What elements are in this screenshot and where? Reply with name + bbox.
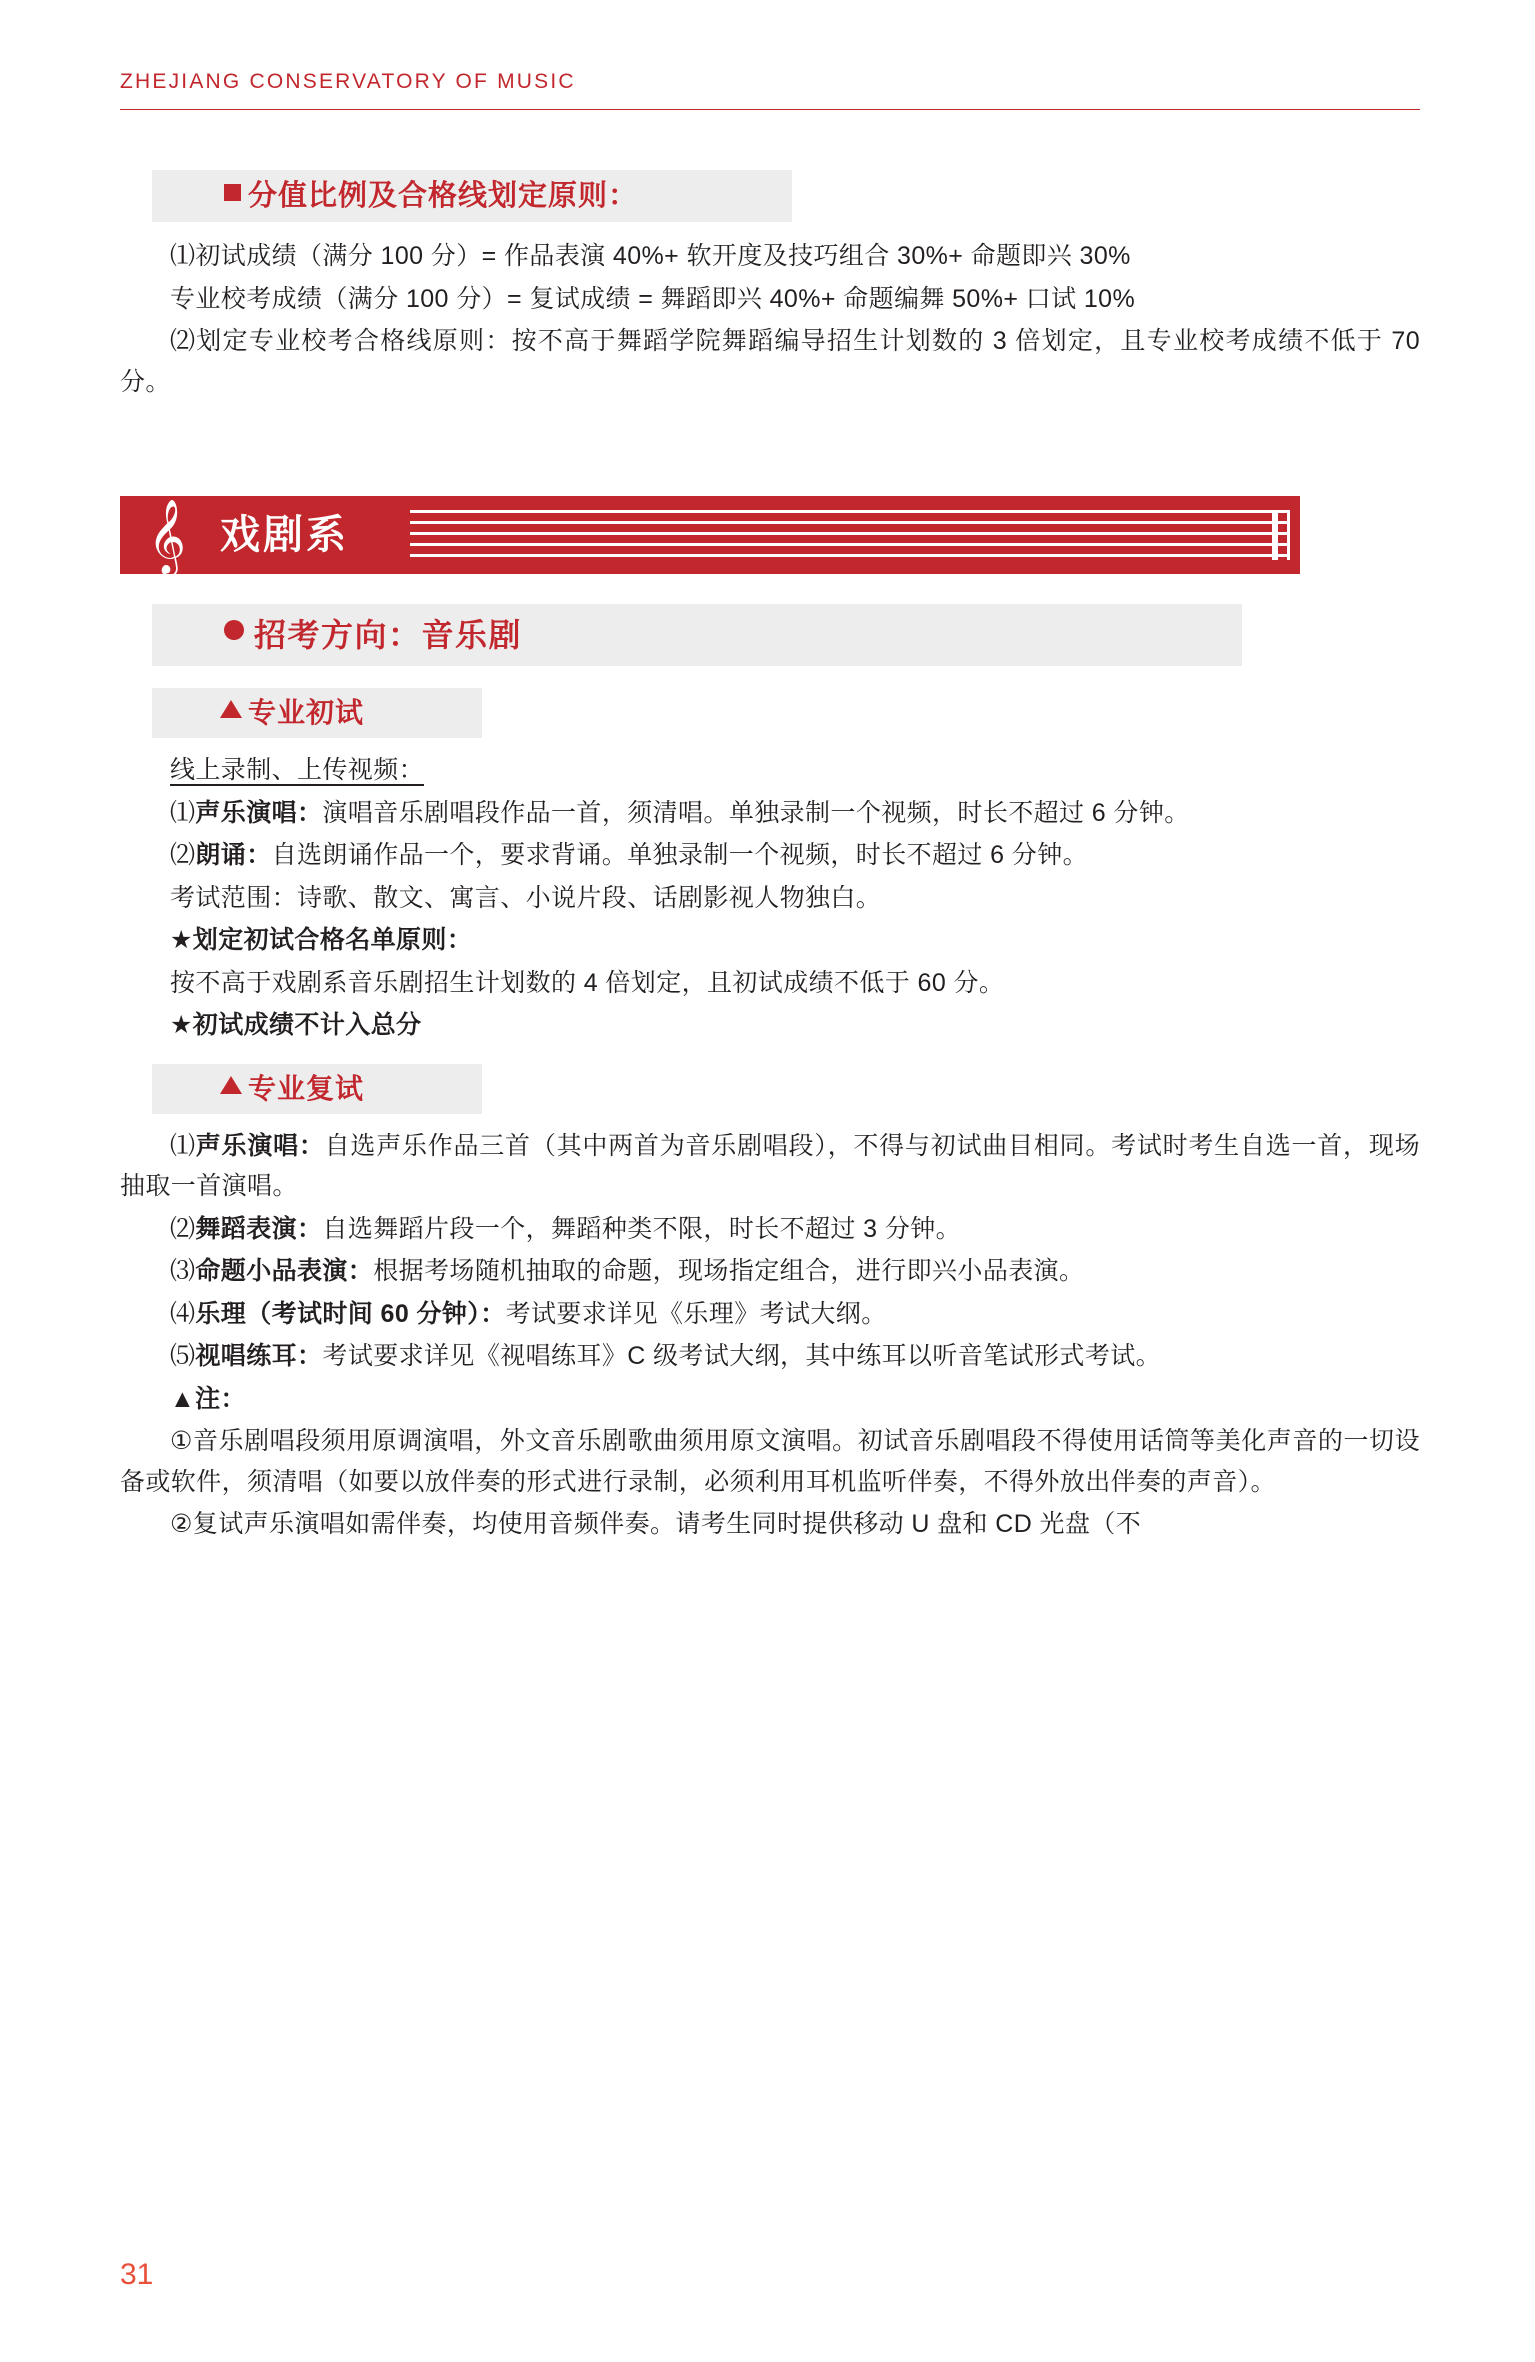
page-header [120, 70, 1420, 110]
retest-item-3 [120, 1251, 1420, 1292]
preliminary-heading [152, 688, 482, 738]
header-divider [120, 109, 1420, 110]
preliminary-item-2-text: 自选朗诵作品一个，要求背诵。单独录制一个视频，时长不超过 6 分钟。 [271, 841, 1089, 869]
triangle-up-icon [220, 700, 242, 718]
retest-item-3-text: 根据考场随机抽取的命题，现场指定组合，进行即兴小品表演。 [373, 1257, 1085, 1285]
staff-lines-decoration [410, 510, 1290, 560]
retest-item-2-num: ⑵ [170, 1214, 196, 1243]
department-banner [120, 496, 1300, 574]
section-spacer [120, 404, 1420, 496]
document-content [120, 170, 1420, 1547]
preliminary-item-1-title: 声乐演唱： [195, 798, 323, 827]
retest-item-5-text: 考试要求详见《视唱练耳》C 级考试大纲，其中练耳以听音笔试形式考试。 [322, 1342, 1162, 1370]
preliminary-heading-text: 专业初试 [248, 697, 365, 728]
retest-item-1-title: 声乐演唱： [195, 1131, 325, 1160]
preliminary-item-1-text: 演唱音乐剧唱段作品一首，须清唱。单独录制一个视频，时长不超过 6 分钟。 [322, 798, 1190, 827]
retest-heading [152, 1064, 482, 1114]
retest-item-2 [120, 1209, 1420, 1250]
retest-item-3-num: ⑶ [170, 1257, 196, 1285]
retest-item-4-num: ⑷ [170, 1299, 196, 1328]
retest-item-1 [120, 1126, 1420, 1207]
preliminary-item-1-num: ⑴ [170, 798, 196, 827]
institution-name: ZHEJIANG CONSERVATORY OF MUSIC [120, 70, 576, 93]
score-section-heading-text: 分值比例及合格线划定原则： [248, 180, 639, 212]
treble-clef-icon: 𝄞 [148, 500, 186, 574]
retest-item-5 [120, 1336, 1420, 1377]
retest-item-1-text: 自选声乐作品三首（其中两首为音乐剧唱段），不得与初试曲目相同。考试时考生自选一首，现场抽取一首演唱。 [120, 1131, 1420, 1200]
department-name: 戏剧系 [220, 496, 367, 574]
retest-note-1: ①音乐剧唱段须用原调演唱，外文音乐剧歌曲须用原文演唱。初试音乐剧唱段不得使用话筒等美化声音的一切设备或软件，须清唱（如要以放伴奏的形式进行录制，必须利用耳机监听伴奏，不得外放出伴奏的声音）。 [120, 1427, 1420, 1496]
direction-heading-text: 招考方向：音乐剧 [254, 617, 523, 653]
preliminary-scope: 考试范围：诗歌、散文、寓言、小说片段、话剧影视人物独白。 [170, 883, 882, 912]
retest-item-2-title: 舞蹈表演： [195, 1214, 323, 1243]
retest-item-5-title: 视唱练耳： [195, 1342, 323, 1370]
bullet-dot-icon [224, 620, 244, 640]
end-bar-thin-decoration [1287, 510, 1290, 560]
preliminary-rule-heading: ★划定初试合格名单原则： [170, 926, 473, 954]
end-bar-thick-decoration [1272, 510, 1278, 560]
page-number: 31 [120, 2258, 154, 2291]
retest-item-1-num: ⑴ [170, 1131, 196, 1160]
retest-heading-text: 专业复试 [248, 1072, 365, 1104]
direction-heading [152, 604, 1242, 666]
preliminary-mode-label-text: 线上录制、上传视频： [170, 756, 425, 784]
square-marker-icon [224, 184, 241, 201]
preliminary-item-2-num: ⑵ [170, 841, 196, 869]
retest-item-4-title: 乐理（考试时间 60 分钟）： [195, 1299, 506, 1328]
retest-item-3-title: 命题小品表演： [195, 1257, 374, 1285]
preliminary-item-2-title: 朗诵： [195, 841, 272, 869]
score-section-heading [152, 170, 792, 222]
preliminary-item-2 [120, 835, 1420, 876]
score-paragraph-2: 专业校考成绩（满分 100 分）= 复试成绩 = 舞蹈即兴 40%+ 命题编舞 50%+ 口试 10% [170, 284, 1136, 313]
preliminary-rule-text: 按不高于戏剧系音乐剧招生计划数的 4 倍划定，且初试成绩不低于 60 分。 [170, 968, 1005, 997]
preliminary-mode-label [120, 750, 1420, 791]
retest-note-heading: ▲注： [170, 1384, 246, 1413]
retest-item-4 [120, 1294, 1420, 1335]
retest-item-5-num: ⑸ [170, 1342, 196, 1370]
score-paragraph-1: ⑴初试成绩（满分 100 分）= 作品表演 40%+ 软开度及技巧组合 30%+ 命题即兴 30% [170, 242, 1131, 270]
preliminary-item-1 [120, 793, 1420, 834]
retest-item-4-text: 考试要求详见《乐理》考试大纲。 [505, 1299, 887, 1328]
retest-note-2: ②复试声乐演唱如需伴奏，均使用音频伴奏。请考生同时提供移动 U 盘和 CD 光盘（不 [170, 1510, 1142, 1538]
retest-item-2-text: 自选舞蹈片段一个，舞蹈种类不限，时长不超过 3 分钟。 [322, 1214, 962, 1243]
preliminary-note: ★初试成绩不计入总分 [170, 1011, 422, 1039]
score-paragraph-3: ⑵划定专业校考合格线原则：按不高于舞蹈学院舞蹈编导招生计划数的 3 倍划定，且专业校考成绩不低于 70 分。 [120, 327, 1420, 396]
triangle-up-icon-2 [220, 1076, 242, 1094]
